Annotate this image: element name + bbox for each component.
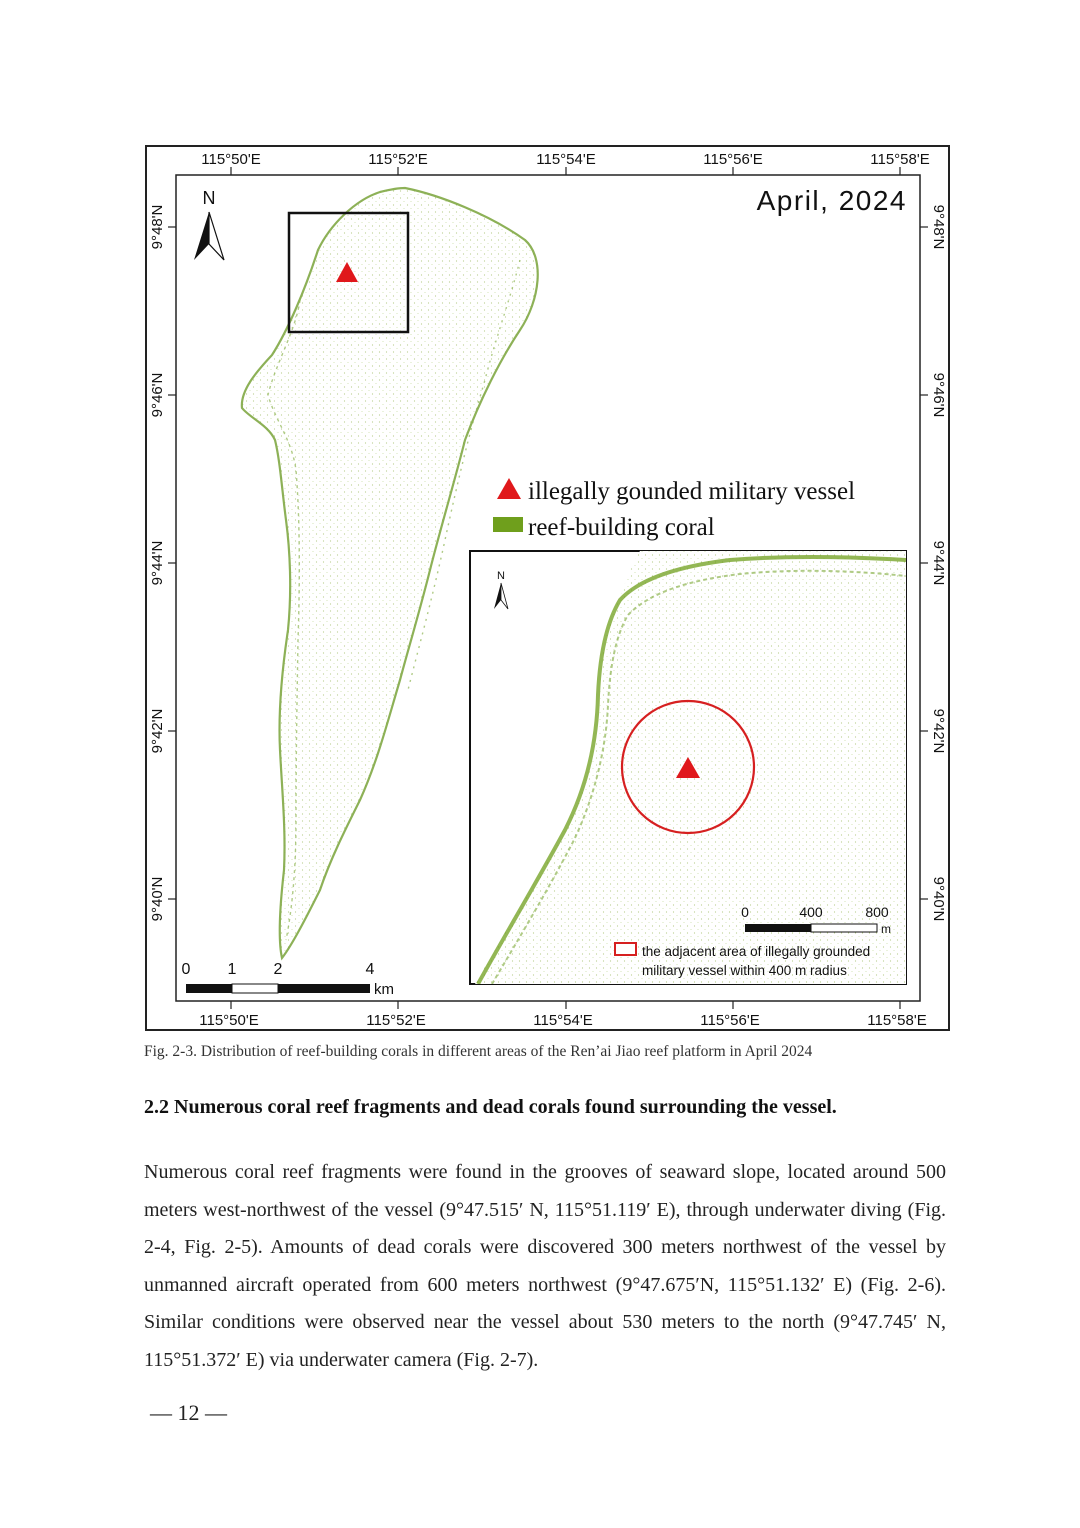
lon-label-top: 115°52'E xyxy=(368,151,428,168)
m-scale-tick: 0 xyxy=(741,904,749,920)
lat-label-right: 9°46'N xyxy=(930,372,947,418)
km-scale-tick: 4 xyxy=(365,961,375,978)
section-heading: 2.2 Numerous coral reef fragments and dead corals found surrounding the vessel. xyxy=(144,1096,837,1118)
map-title: April, 2024 xyxy=(756,185,907,216)
m-scale-tick: 800 xyxy=(865,904,889,920)
lon-label-bottom: 115°52'E xyxy=(366,1012,426,1029)
km-scale-tick: 1 xyxy=(227,961,237,978)
lat-label-right: 9°48'N xyxy=(930,204,947,250)
km-scale-unit: km xyxy=(374,981,394,998)
m-scale-tick: 400 xyxy=(799,904,823,920)
north-label: N xyxy=(202,188,216,208)
lat-label-left: 9°48'N xyxy=(149,204,166,250)
lat-label-left: 9°44'N xyxy=(149,540,166,586)
legend-coral-label: reef-building coral xyxy=(528,514,715,541)
m-scale-unit: m xyxy=(881,922,891,936)
legend-vessel-label: illegally gounded military vessel xyxy=(528,478,856,505)
figure-caption: Fig. 2-3. Distribution of reef-building corals in different areas of the Ren’ai Jiao reef platform in April 2024 xyxy=(144,1043,813,1060)
inset-map xyxy=(470,551,906,984)
lat-label-right: 9°44'N xyxy=(930,540,947,586)
inset-legend-line2: military vessel within 400 m radius xyxy=(642,963,847,978)
lon-label-bottom: 115°54'E xyxy=(533,1012,593,1029)
km-scale-tick: 0 xyxy=(181,961,191,978)
lat-label-right: 9°40'N xyxy=(930,876,947,922)
lon-label-top: 115°58'E xyxy=(870,151,930,168)
lon-label-top: 115°50'E xyxy=(201,151,261,168)
legend-coral-swatch xyxy=(493,517,523,532)
page-number: — 12 — xyxy=(150,1400,227,1425)
body-paragraph: Numerous coral reef fragments were found in the grooves of seaward slope, located around 500 meters west-northwest of the vessel (9°47.515′ N, 115°51.119′ E), through underwater diving (Fig. 2-4, Fig. 2-5). Amounts of dead corals were discovered 300 meters northwest of the vessel by unmanned aircraft operated from 600 meters northwest (9°47.675′N, 115°51.132′ E) (Fig. 2-6). Similar conditions were observed near the vessel about 530 meters to the north (9°47.745′ N, 115°51.372′ E) via underwater camera (Fig. 2-7). xyxy=(144,1161,946,1371)
lon-label-bottom: 115°56'E xyxy=(700,1012,760,1029)
inset-legend-circle-swatch xyxy=(615,943,636,955)
lat-label-left: 9°46'N xyxy=(149,372,166,418)
lon-label-bottom: 115°50'E xyxy=(199,1012,259,1029)
lon-label-top: 115°56'E xyxy=(703,151,763,168)
inset-north-label: N xyxy=(497,570,505,582)
lon-label-top: 115°54'E xyxy=(536,151,596,168)
lon-label-bottom: 115°58'E xyxy=(867,1012,927,1029)
lat-label-left: 9°42'N xyxy=(149,708,166,754)
lat-label-right: 9°42'N xyxy=(930,708,947,754)
lat-label-left: 9°40'N xyxy=(149,876,166,922)
inset-legend-line1: the adjacent area of illegally grounded xyxy=(642,944,871,959)
km-scale-tick: 2 xyxy=(273,961,283,978)
